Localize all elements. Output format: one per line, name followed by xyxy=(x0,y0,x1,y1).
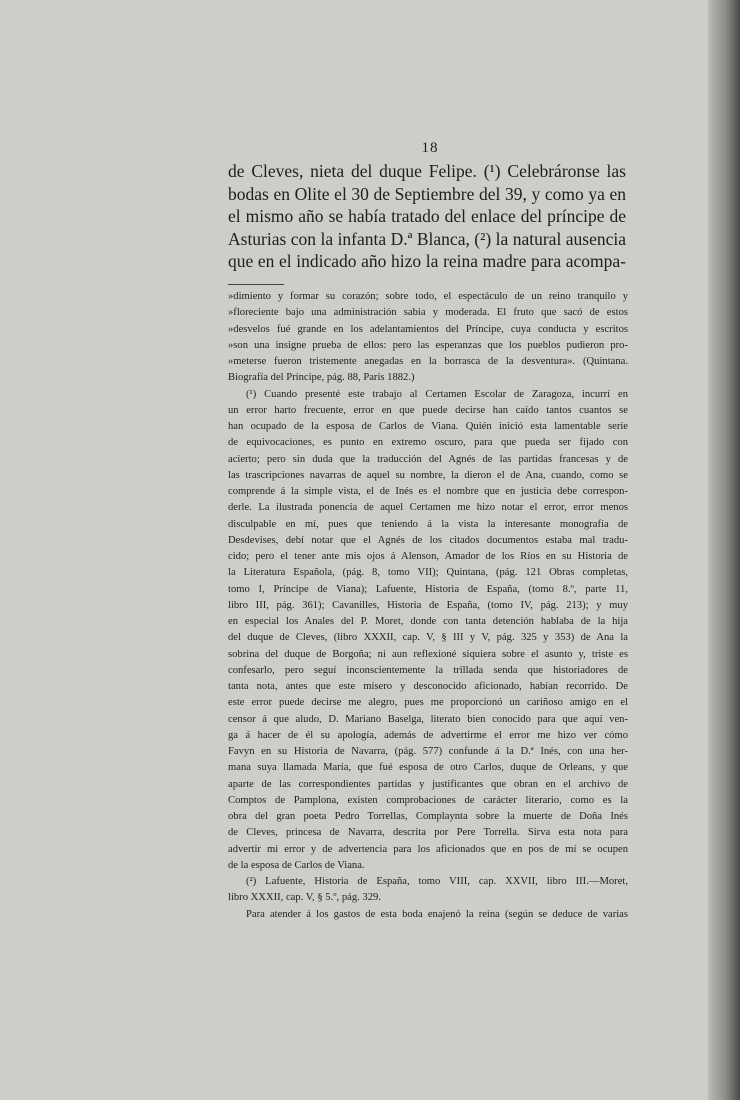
page-number: 18 xyxy=(421,140,439,156)
main-line: el mismo año se había tratado del enlace del príncipe de xyxy=(228,206,626,227)
footnote-line: Favyn en su Historia de Navarra, (pág. 577) confunde á la D.ª Inés, con una her- xyxy=(228,746,628,757)
footnotes xyxy=(228,289,628,923)
footnote-line: derle. La ilustrada ponencia de aquel Certamen me hizo notar el error, error menos xyxy=(228,502,628,514)
footnote-line: las trascripciones navarras de aquel su nombre, la dieron el de Ana, cuando, como se xyxy=(228,469,628,481)
footnote-line: advertir mi error y de advertencia para los aficionados que en pos de mí se ocupen xyxy=(228,843,628,855)
footnote-line: »son una insigne prueba de ellos: pero las esperanzas que los pueblos pudieron pro- xyxy=(228,339,628,351)
footnote-line: Para atender á los gastos de esta boda enajenó la reina (según se deduce de varias xyxy=(246,908,628,920)
main-line: bodas en Olite el 30 de Septiembre del 39, y como ya en xyxy=(228,183,626,204)
footnote-line: obra del gran poeta Pedro Torrellas, Complaynta sobre la muerte de Doña Inés xyxy=(228,811,628,822)
footnote-line: de equivocaciones, es punto en extremo oscuro, para que pueda ser fijado con xyxy=(228,437,628,449)
footnote-line: Comptos de Pamplona, existen comprobaciones de carácter literario, como es la xyxy=(228,794,628,806)
footnote-line: confesarlo, pero seguí inconscientemente la trillada senda que historiadores de xyxy=(228,664,628,676)
footnote-line: Desdevises, debí notar que el Agnés de los citados documentos estaba mal tradu- xyxy=(228,534,628,546)
main-line: de Cleves, nieta del duque Felipe. (¹) Celebráronse las xyxy=(228,161,626,181)
footnote-line: de Cleves, princesa de Navarra, descrita por Pere Torrella. Sirva esta nota para xyxy=(228,827,628,839)
footnote-line: comprende á la simple vista, el de Inés es el nombre que en justicia debe correspon- xyxy=(228,486,628,497)
footnote-line: libro XXXII, cap. V, § 5.º, pág. 329. xyxy=(228,892,381,904)
footnote-line: han ocupado de la esposa de Carlos de Viana. Quién inició esta lamentable serie xyxy=(228,421,628,432)
main-line: que en el indicado año hizo la reina madre para acompa- xyxy=(228,251,626,272)
footnote-line: en especial los Anales del P. Moret, donde con tanta detención hablaba de la hija xyxy=(228,616,628,627)
footnote-line: de la esposa de Carlos de Viana. xyxy=(228,859,365,871)
footnote-line: (²) Lafuente, Historia de España, tomo VIII, cap. XXVII, libro III.—Moret, xyxy=(246,876,628,887)
footnote-line: cido; pero el tener ante mis ojos á Alenson, Amador de los Ríos en su Historia de xyxy=(228,551,628,562)
footnote-line: »dimiento y formar su corazón; sobre todo, el espectáculo de un reino tranquilo y xyxy=(228,291,628,302)
footnote-line: libro III, pág. 361); Cavanilles, Historia de España, (tomo IV, pág. 213); y muy xyxy=(228,599,628,611)
footnote-line: (¹) Cuando presenté este trabajo al Certamen Escolar de Zaragoza, incurrí en xyxy=(246,388,628,400)
footnote-line: ga á hacer de él su apología, además de advertirme el error me hizo ver cómo xyxy=(228,729,628,741)
footnote-line: disculpable en mí, pues que teniendo á la vista la interesante monografía de xyxy=(228,518,628,530)
footnote-line: acierto; pero sin duda que la traducción del Agnés de las partidas francesas y de xyxy=(228,453,628,465)
footnote-line: del duque de Cleves, (libro XXXII, cap. V, § III y V, pág. 325 y 353) de Ana la xyxy=(228,632,628,644)
footnote-line: un error harto frecuente, error en que puede decirse han caído tantos cuantos se xyxy=(228,404,628,416)
footnote-line: mana suya llamada María, que fué esposa de otro Carlos, duque de Orleans, y que xyxy=(228,762,628,774)
footnote-line: tanta nota, antes que este mísero y desconocido aficionado, habían recorrido. De xyxy=(228,681,628,692)
footnote-line: censor á que aludo, D. Mariano Baselga, literato bien conocido para que aquí ven- xyxy=(228,713,628,725)
page-gutter-shadow xyxy=(708,0,740,1100)
main-text xyxy=(228,160,626,273)
footnote-line: este error puede decirse me alegro, pues me proporcionó un cariñoso amigo en el xyxy=(228,697,628,709)
footnote-line: aparte de las correspondientes partidas y justificantes que obran en el archivo de xyxy=(228,778,628,790)
footnote-line: »floreciente bajo una administración sabia y moderada. El fruto que sacó de estos xyxy=(228,307,628,319)
footnote-line: tomo I, Príncipe de Viana); Lafuente, Historia de España, (tomo 8.º, parte 11, xyxy=(228,583,628,595)
footnote-line: »meterse fueron tristemente anegadas en la borrasca de la desventura». (Quintana. xyxy=(228,356,628,367)
main-line: Asturias con la infanta D.ª Blanca, (²) la natural ausencia xyxy=(228,228,626,249)
footnote-line: Biografía del Príncipe, pág. 88, París 1882.) xyxy=(228,372,415,384)
footnote-rule xyxy=(228,284,284,285)
footnote-line: sobrina del duque de Borgoña; ni aun reflexioné siquiera sobre el asunto y, triste es xyxy=(228,648,628,660)
footnote-line: la Literatura Española, (pág. 8, tomo VII); Quintana, (pág. 121 Obras completas, xyxy=(228,567,628,579)
footnote-line: »desvelos fué grande en los adelantamientos del Príncipe, cuya conducta y escritos xyxy=(228,323,628,335)
